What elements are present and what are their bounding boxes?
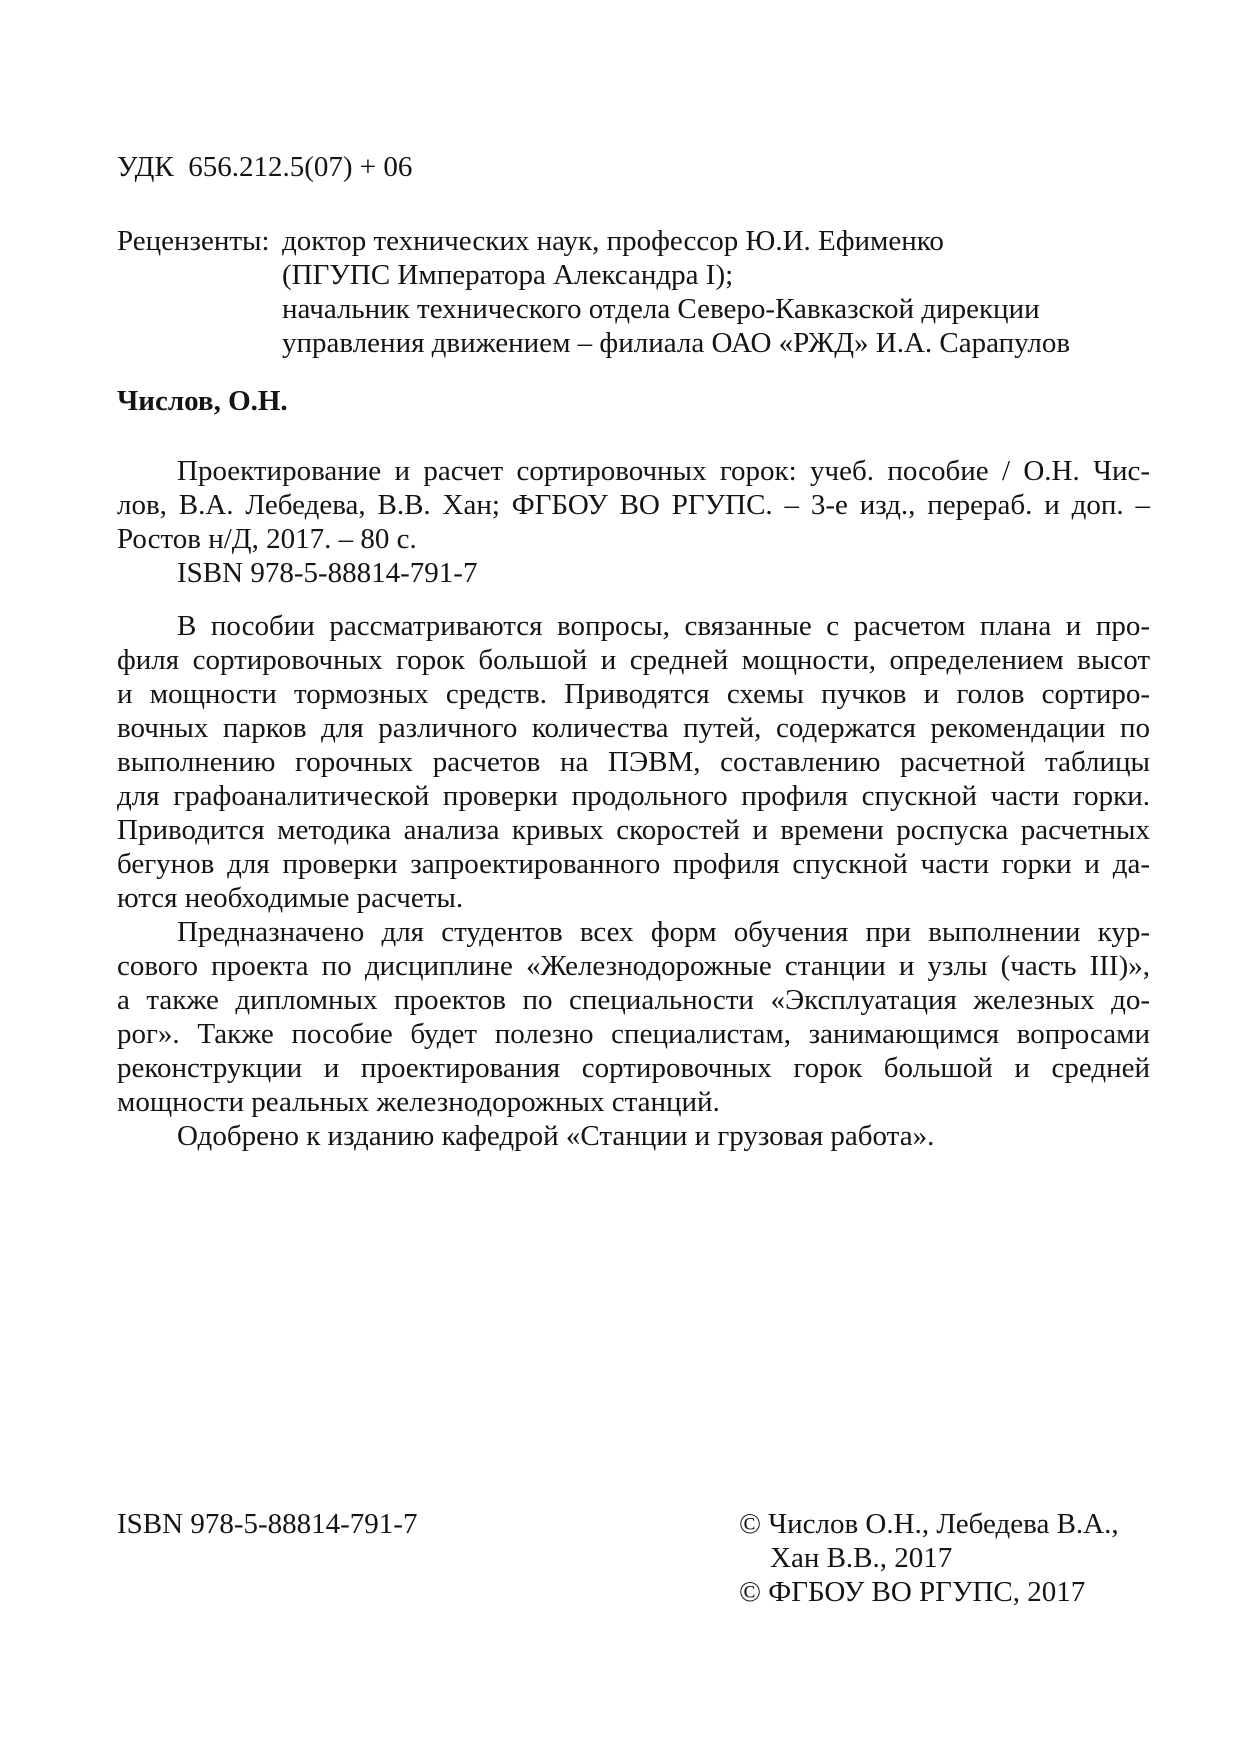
author-heading: Числов, О.Н.: [117, 385, 288, 417]
annotation-line: Предназначено для студентов всех форм обучения при выполнении кур-: [177, 916, 1150, 948]
annotation-line: ются необходимые расчеты.: [117, 882, 464, 914]
copyright-line: © Числов О.Н., Лебедева В.А.,: [739, 1508, 1119, 1540]
annotation-line: Приводится методика анализа кривых скоростей и времени роспуска расчетных: [117, 814, 1150, 846]
isbn-bottom: ISBN 978-5-88814-791-7: [117, 1508, 418, 1540]
annotation-line: вочных парков для различного количества путей, содержатся рекомендации по: [117, 712, 1150, 744]
bibliographic-description: [117, 454, 1150, 590]
udk-code: УДК 656.212.5(07) + 06: [117, 151, 413, 183]
reviewer-line: [117, 224, 1150, 258]
reviewer-line: (ПГУПС Императора Александра I);: [282, 259, 734, 291]
bib-line: Ростов н/Д, 2017. – 80 с.: [117, 523, 417, 555]
reviewers-label: Рецензенты:: [117, 225, 270, 257]
annotation-line: выполнению горочных расчетов на ПЭВМ, составлению расчетной таблицы: [117, 746, 1150, 778]
copyright-block: [739, 1507, 1119, 1609]
annotation-line: бегунов для проверки запроектированного профиля спускной части горки и да-: [117, 848, 1150, 880]
annotation-block: [117, 609, 1150, 1153]
annotation-line: а также дипломных проектов по специальности «Эксплуатация железных до-: [117, 984, 1150, 1016]
reviewers-block: [117, 224, 1150, 360]
annotation-line: и мощности тормозных средств. Приводятся схемы пучков и голов сортиро-: [117, 678, 1150, 710]
reviewer-name-1: доктор технических наук, профессор Ю.И. Ефименко: [282, 225, 944, 257]
annotation-line: реконструкции и проектирования сортировочных горок большой и средней: [117, 1052, 1150, 1084]
annotation-line: рог». Также пособие будет полезно специалистам, занимающимся вопросами: [117, 1018, 1150, 1050]
reviewer-line: начальник технического отдела Северо-Кавказской дирекции: [282, 293, 1040, 325]
copyright-line: Хан В.В., 2017: [770, 1542, 953, 1574]
reviewer-line: управления движением – филиала ОАО «РЖД» И.А. Сарапулов: [282, 327, 1071, 359]
bib-line: лов, В.А. Лебедева, В.В. Хан; ФГБОУ ВО РГУПС. – 3-е изд., перераб. и доп. –: [117, 489, 1150, 521]
isbn-top: ISBN 978-5-88814-791-7: [177, 557, 478, 589]
annotation-line: филя сортировочных горок большой и средней мощности, определением высот: [117, 644, 1150, 676]
footer-block: [117, 1507, 1150, 1609]
approval-line: Одобрено к изданию кафедрой «Станции и грузовая работа».: [177, 1120, 935, 1152]
annotation-line: В пособии рассматриваются вопросы, связанные с расчетом плана и про-: [177, 610, 1150, 642]
bib-line: Проектирование и расчет сортировочных горок: учеб. пособие / О.Н. Чис-: [177, 455, 1150, 487]
annotation-line: сового проекта по дисциплине «Железнодорожные станции и узлы (часть III)»,: [117, 950, 1150, 982]
copyright-line: © ФГБОУ ВО РГУПС, 2017: [739, 1576, 1086, 1608]
annotation-line: для графоаналитической проверки продольного профиля спускной части горки.: [117, 780, 1150, 812]
annotation-line: мощности реальных железнодорожных станций.: [117, 1086, 720, 1118]
